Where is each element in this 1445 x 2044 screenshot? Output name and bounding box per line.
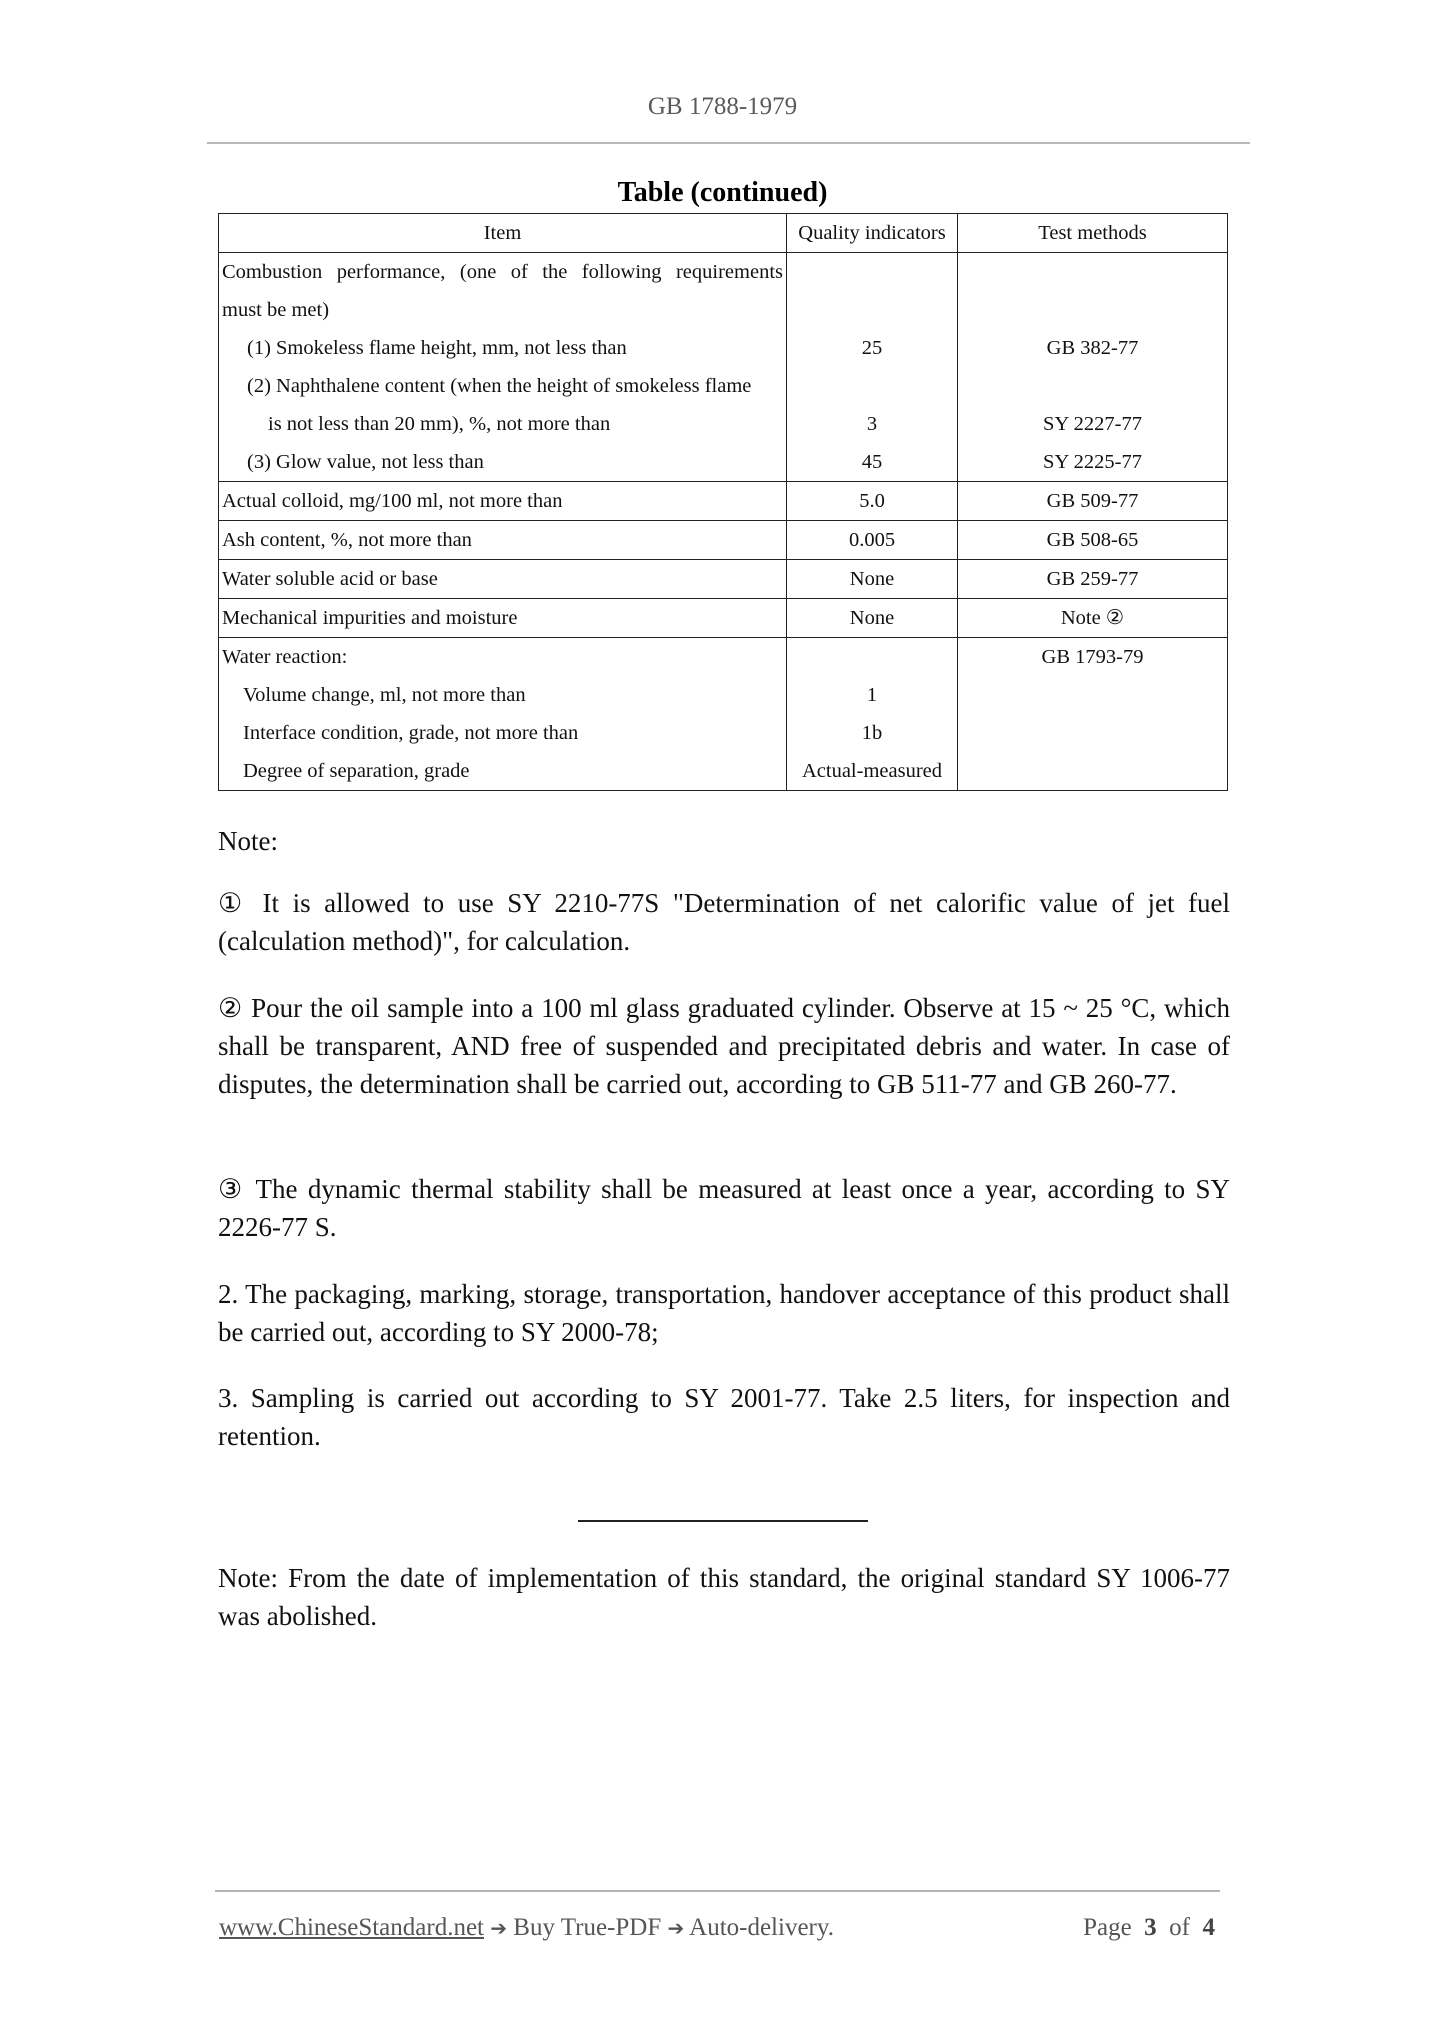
page-header xyxy=(0,92,1445,122)
test-method-cell xyxy=(958,253,1228,482)
quality-indicator-cell xyxy=(787,253,958,482)
item-line: Combustion performance, (one of the following requirements xyxy=(222,261,783,283)
circled-number-2-icon: ② xyxy=(218,993,244,1023)
item-line: Water reaction: xyxy=(222,646,348,668)
test-method-cell xyxy=(958,560,1228,599)
notes-heading: Note: xyxy=(218,826,278,856)
item-cell xyxy=(219,638,787,791)
item-line: (3) Glow value, not less than xyxy=(247,451,484,473)
test-method-line xyxy=(958,367,1227,405)
page-footer xyxy=(219,1912,1215,1944)
test-method-cell xyxy=(958,521,1228,560)
quality-indicator-cell xyxy=(787,521,958,560)
note-1-text: It is allowed to use SY 2210-77S "Determination of net calorific value of jet fuel (calculation method)", for calculation. xyxy=(218,888,1230,956)
item-line: (2) Naphthalene content (when the height of smokeless flame xyxy=(247,375,752,397)
test-method-line xyxy=(958,253,1227,291)
page-label: Page xyxy=(1083,1914,1132,1941)
quality-indicator-line: Actual-measured xyxy=(801,760,943,782)
item-line: Water soluble acid or base xyxy=(222,568,438,590)
page-indicator xyxy=(1083,1912,1215,1944)
quality-indicator-line xyxy=(787,253,957,291)
arrow-right-icon: ➔ xyxy=(667,1916,685,1940)
test-method-line xyxy=(958,291,1227,329)
test-method-cell xyxy=(958,599,1228,638)
test-method-line: Note ② xyxy=(1060,607,1125,629)
item-line: Actual colloid, mg/100 ml, not more than xyxy=(222,490,563,512)
quality-indicator-cell xyxy=(787,482,958,521)
test-method-line: GB 1793-79 xyxy=(1041,646,1144,668)
page-current: 3 xyxy=(1144,1914,1157,1941)
table-row xyxy=(219,521,1228,560)
clause-3-text: 3. Sampling is carried out according to SY 2001-77. Take 2.5 liters, for inspection and retention. xyxy=(218,1383,1230,1451)
test-method-cell xyxy=(958,482,1228,521)
quality-indicator-cell xyxy=(787,638,958,791)
note-3-text: The dynamic thermal stability shall be measured at least once a year, according to SY 2226-77 S. xyxy=(218,1174,1230,1242)
clause-3 xyxy=(218,1379,1230,1455)
final-note xyxy=(218,1559,1230,1635)
quality-indicator-line xyxy=(787,367,957,405)
test-method-line xyxy=(958,752,1227,790)
item-cell xyxy=(219,560,787,599)
footer-promo xyxy=(219,1912,834,1944)
test-method-line: GB 508-65 xyxy=(1046,529,1139,551)
specification-table xyxy=(218,213,1228,791)
quality-indicator-line: 3 xyxy=(866,413,878,435)
quality-indicator-line: 1b xyxy=(861,722,883,744)
test-method-cell xyxy=(958,638,1228,791)
page-of-label: of xyxy=(1169,1914,1190,1941)
item-line: Degree of separation, grade xyxy=(243,760,470,782)
table-row xyxy=(219,560,1228,599)
item-cell xyxy=(219,521,787,560)
table-header-row xyxy=(219,214,1228,253)
quality-indicator-line xyxy=(787,638,957,676)
quality-indicator-cell xyxy=(787,599,958,638)
table-row xyxy=(219,253,1228,482)
page-total: 4 xyxy=(1202,1914,1215,1941)
quality-indicator-line: 45 xyxy=(861,451,883,473)
table-row xyxy=(219,482,1228,521)
item-line: Ash content, %, not more than xyxy=(222,529,472,551)
test-method-line xyxy=(958,714,1227,752)
test-method-line xyxy=(958,676,1227,714)
item-cell xyxy=(219,599,787,638)
column-header-test-methods: Test methods xyxy=(958,214,1228,253)
column-header-quality-indicators: Quality indicators xyxy=(787,214,958,253)
test-method-line: GB 382-77 xyxy=(1046,337,1139,359)
final-note-text: Note: From the date of implementation of this standard, the original standard SY 1006-77 was abolished. xyxy=(218,1563,1230,1631)
note-2-text: Pour the oil sample into a 100 ml glass graduated cylinder. Observe at 15 ~ 25 °C, which shall be transparent, AND free of suspended and precipitated debris and water. In case of disputes, the determination shall be carried out, according to GB 511-77 and GB 260-77. xyxy=(218,993,1230,1099)
item-line: is not less than 20 mm), %, not more than xyxy=(268,413,611,435)
footer-step-buy: Buy True-PDF xyxy=(507,1914,668,1941)
item-line: Volume change, ml, not more than xyxy=(243,684,526,706)
item-line: Interface condition, grade, not more than xyxy=(243,722,579,744)
arrow-right-icon: ➔ xyxy=(490,1916,508,1940)
site-link[interactable]: www.ChineseStandard.net xyxy=(219,1914,484,1941)
quality-indicator-line: None xyxy=(849,568,895,590)
item-line: (1) Smokeless flame height, mm, not less than xyxy=(247,337,627,359)
test-method-line: SY 2225-77 xyxy=(1043,451,1142,473)
document-code: GB 1788-1979 xyxy=(647,93,798,120)
clause-2 xyxy=(218,1275,1230,1351)
circled-number-3-icon: ③ xyxy=(218,1174,246,1204)
quality-indicator-line: 25 xyxy=(861,337,883,359)
table-title: Table (continued) xyxy=(617,177,828,208)
footer-step-delivery: Auto-delivery. xyxy=(684,1914,834,1941)
quality-indicator-line xyxy=(787,291,957,329)
item-line: must be met) xyxy=(222,299,330,321)
test-method-line: GB 509-77 xyxy=(1046,490,1139,512)
quality-indicator-line: 5.0 xyxy=(859,490,885,512)
quality-indicator-line: 1 xyxy=(866,684,878,706)
header-divider xyxy=(207,142,1250,144)
footer-divider xyxy=(215,1890,1220,1892)
item-cell xyxy=(219,253,787,482)
table-row xyxy=(219,638,1228,791)
circled-number-1-icon: ① xyxy=(218,888,250,918)
section-end-divider xyxy=(578,1520,868,1522)
item-cell xyxy=(219,482,787,521)
quality-indicator-line: 0.005 xyxy=(848,529,896,551)
note-1 xyxy=(218,884,1230,960)
clause-2-text: 2. The packaging, marking, storage, transportation, handover acceptance of this product shall be carried out, according to SY 2000-78; xyxy=(218,1279,1230,1347)
note-3 xyxy=(218,1170,1230,1246)
quality-indicator-line: None xyxy=(849,607,895,629)
quality-indicator-cell xyxy=(787,560,958,599)
column-header-item: Item xyxy=(219,214,787,253)
item-line: Mechanical impurities and moisture xyxy=(222,607,518,629)
table-row xyxy=(219,599,1228,638)
note-2 xyxy=(218,989,1230,1103)
test-method-line: GB 259-77 xyxy=(1046,568,1139,590)
test-method-line: SY 2227-77 xyxy=(1043,413,1142,435)
